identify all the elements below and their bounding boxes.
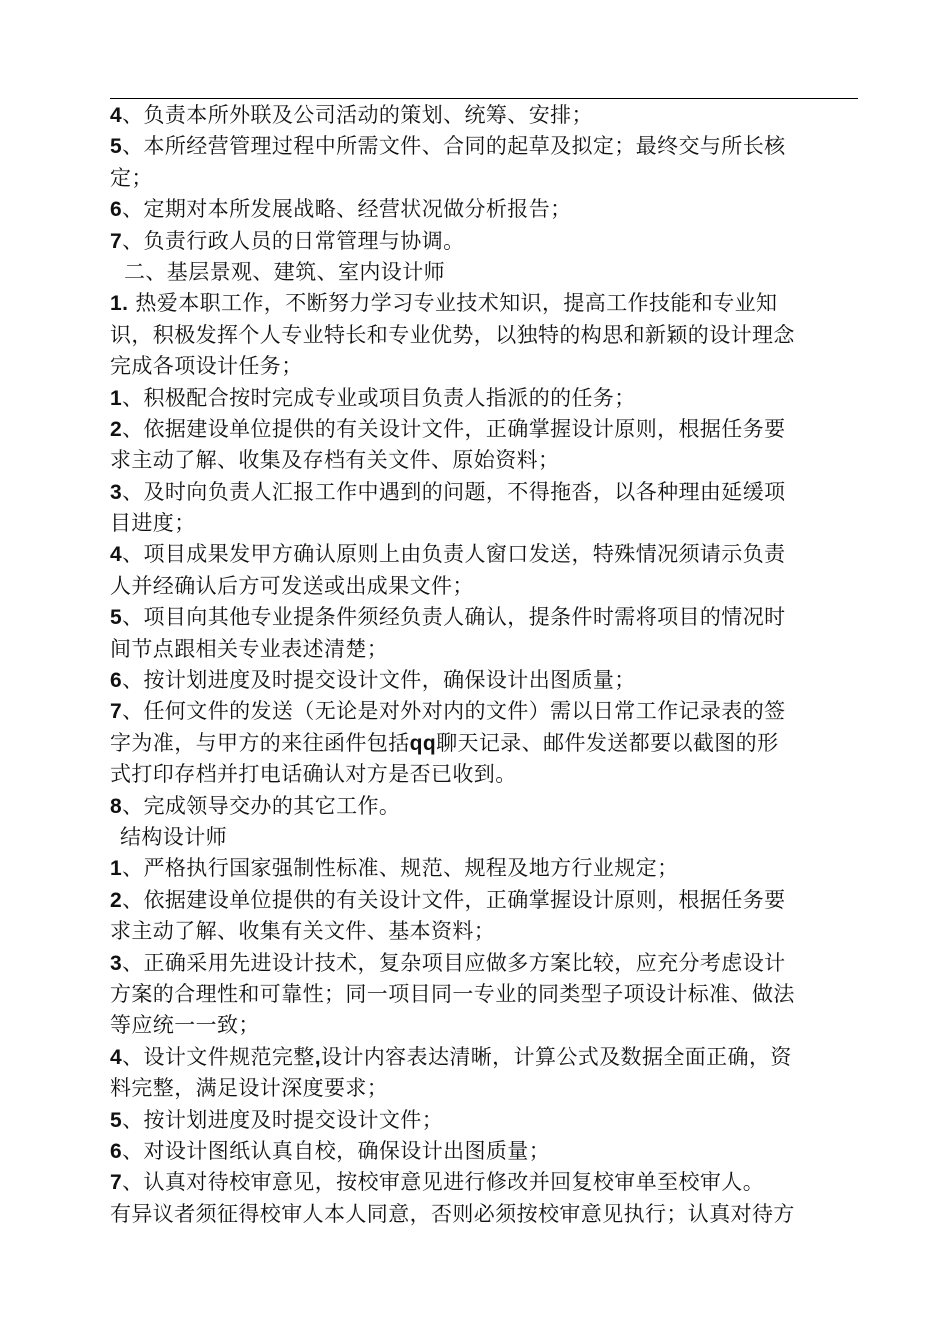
item-text: 聊天记录、邮件发送都要以截图的形 [436,730,779,755]
item-number: 3 [110,480,123,504]
list-item-continuation [110,979,858,1010]
list-item [110,665,858,696]
item-text: 、项目成果发甲方确认原则上由负责人窗口发送，特殊情况须请示负责 [122,542,786,567]
item-number: 4 [110,104,123,127]
item-number: 7 [110,700,123,724]
list-item-continuation [110,759,858,790]
section-heading-structural: 结构设计师 [120,824,227,849]
item-number: 5 [110,1108,123,1132]
list-item-continuation [110,351,858,382]
item-text: 有异议者须征得校审人本人同意，否则必须按校审意见执行；认真对待方 [110,1201,795,1226]
item-number: 5 [110,606,123,630]
item-text: 、积极配合按时完成专业或项目负责人指派的的任务； [122,385,636,410]
item-text: 方案的合理性和可靠性；同一项目同一专业的同类型子项设计标准、做法 [110,981,795,1006]
item-text: 、严格执行国家强制性标准、规范、规程及地方行业规定； [122,856,679,881]
list-item [110,602,858,633]
list-item [110,791,858,822]
item-text: 识，积极发挥个人专业特长和专业优势，以独特的构思和新颖的设计理念 [110,322,795,347]
list-item-continuation [110,1010,858,1041]
item-number: 5 [110,135,123,159]
item-number: 1. [110,292,129,316]
list-item [110,131,858,162]
item-number: 2 [110,888,123,912]
item-text: 求主动了解、收集及存档有关文件、原始资料； [110,448,560,473]
list-item-continuation [110,634,858,665]
list-item-continuation [110,320,858,351]
list-item [110,885,858,916]
list-item [110,1042,858,1073]
list-item [110,194,858,225]
item-text: 、设计文件规范完整 [122,1044,315,1069]
item-text: 、依据建设单位提供的有关设计文件，正确掌握设计原则，根据任务要 [122,887,786,912]
item-text: 、对设计图纸认真自校，确保设计出图质量； [122,1138,551,1163]
item-number: 1 [110,386,123,410]
item-text: 、依据建设单位提供的有关设计文件，正确掌握设计原则，根据任务要 [122,416,786,441]
list-item-continuation [110,508,858,539]
item-text: 人并经确认后方可发送或出成果文件； [110,573,474,598]
list-item-continuation [110,1073,858,1104]
list-item-continuation [110,571,858,602]
list-item [110,383,858,414]
item-text: 、任何文件的发送（无论是对外对内的文件）需以日常工作记录表的签 [122,699,786,724]
item-text: 、按计划进度及时提交设计文件，确保设计出图质量； [122,668,636,693]
list-item-continuation [110,445,858,476]
item-text: 字为准，与甲方的来往函件包括 [110,730,410,755]
item-text: 、负责行政人员的日常管理与协调。 [122,228,465,253]
item-text: 、认真对待校审意见，按校审意见进行修改并回复校审单至校审人。 [122,1170,765,1195]
list-item [110,1105,858,1136]
item-text: 、及时向负责人汇报工作中遇到的问题，不得拖沓，以各种理由延缓项 [122,479,786,504]
item-text: 、完成领导交办的其它工作。 [122,793,401,818]
item-text: 等应统一一致； [110,1013,260,1038]
item-text: 、本所经营管理过程中所需文件、合同的起草及拟定；最终交与所长核 [122,134,786,159]
item-number: 2 [110,417,123,441]
list-item [110,100,858,131]
list-item [110,948,858,979]
list-item-continuation [110,1199,858,1230]
item-number: 3 [110,951,123,975]
item-text: 、项目向其他专业提条件须经负责人确认，提条件时需将项目的情况时 [122,605,786,630]
item-number: 6 [110,669,123,693]
list-item-continuation [110,916,858,947]
item-number: 7 [110,229,123,253]
list-item [110,1136,858,1167]
item-text: 、负责本所外联及公司活动的策划、统筹、安排； [122,103,593,127]
item-number: 4 [110,1045,123,1069]
comma-mark: , [314,1045,321,1069]
list-item [110,477,858,508]
list-item [110,853,858,884]
list-item [110,226,858,257]
list-item [110,288,858,319]
item-text: 、定期对本所发展战略、经营状况做分析报告； [122,197,572,222]
document-body [110,100,858,1230]
item-text: 热爱本职工作，不断努力学习专业技术知识，提高工作技能和专业知 [128,291,778,316]
item-text: 间节点跟相关专业表述清楚； [110,636,389,661]
item-text: 、正确采用先进设计技术，复杂项目应做多方案比较，应充分考虑设计 [122,950,786,975]
item-text: 、按计划进度及时提交设计文件； [122,1107,444,1132]
header-rule [110,98,858,99]
item-text: 完成各项设计任务； [110,354,303,379]
list-item [110,539,858,570]
item-number: 6 [110,1139,123,1163]
item-number: 1 [110,857,123,881]
item-text: 目进度； [110,511,196,536]
item-number: 7 [110,1171,123,1195]
list-item-continuation [110,728,858,759]
section-heading-designer: 二、基层景观、建筑、室内设计师 [124,259,445,284]
item-text: 定； [110,165,153,190]
item-number: 4 [110,543,123,567]
list-item-continuation [110,163,858,194]
item-text: 式打印存档并打电话确认对方是否已收到。 [110,762,517,787]
item-text: 设计内容表达清晰，计算公式及数据全面正确，资 [320,1044,792,1069]
item-text: 求主动了解、收集有关文件、基本资料； [110,919,496,944]
list-item [110,696,858,727]
item-number: 6 [110,198,123,222]
list-item [110,414,858,445]
item-text: 料完整，满足设计深度要求； [110,1076,389,1101]
item-number: 8 [110,794,123,818]
qq-term: qq [409,731,437,755]
list-item [110,1167,858,1198]
